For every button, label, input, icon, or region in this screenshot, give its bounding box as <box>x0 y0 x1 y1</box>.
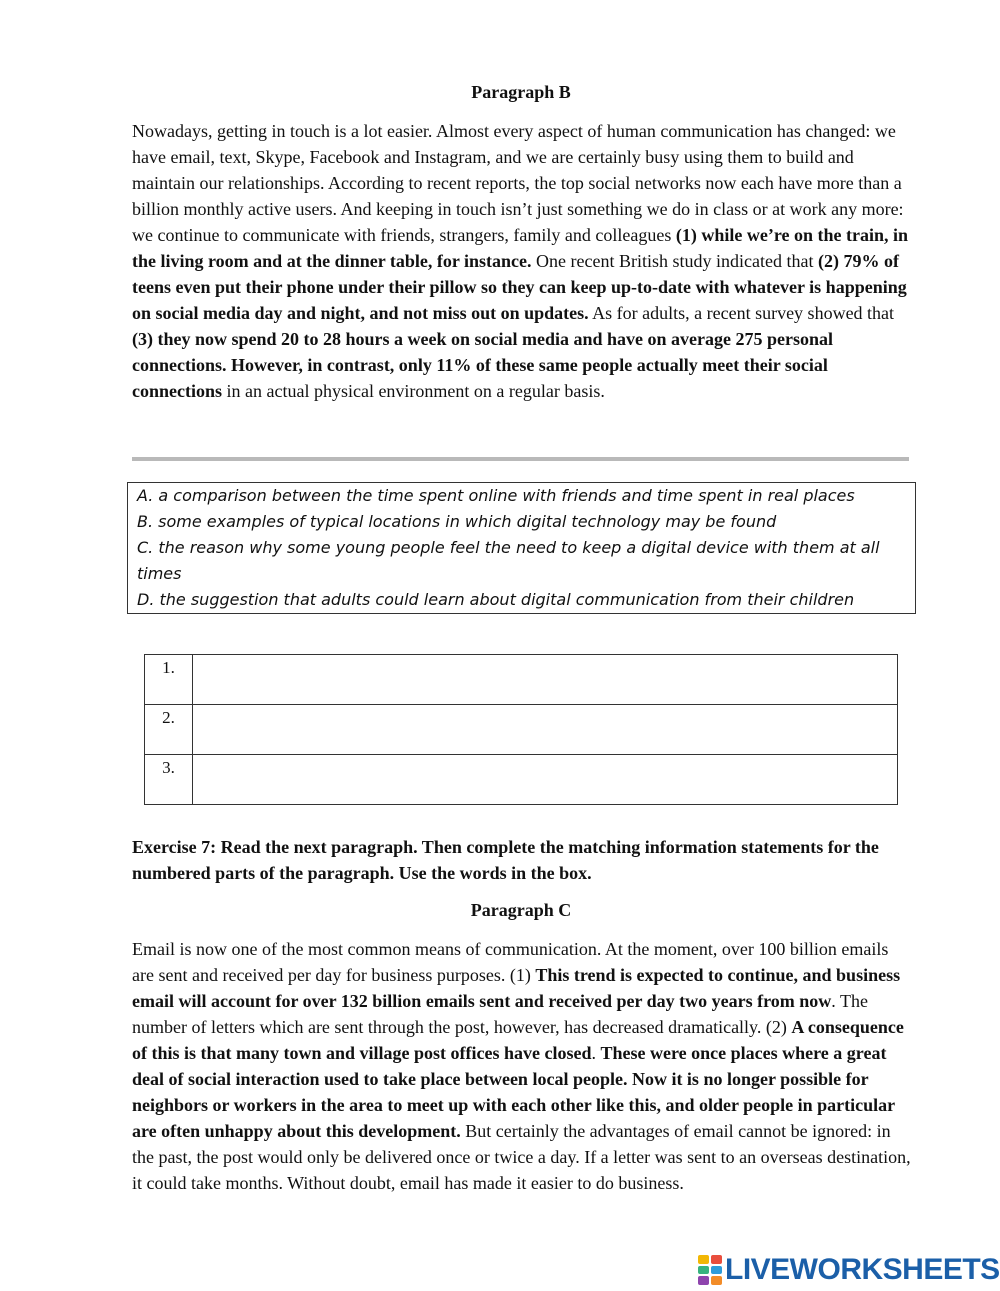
logo-square-4 <box>711 1266 722 1275</box>
paragraph-b-text <box>132 118 912 404</box>
paragraph-c-sentence-1: Email is now one of the most common means of communication. At the moment, over 100 billion emails are sent and received per day for business purposes. (1) <box>132 939 889 985</box>
exercise-7-instruction: Exercise 7: Read the next paragraph. Then complete the matching information statements for the numbered parts of the paragraph. Use the words in the box. <box>132 837 879 883</box>
paragraph-c-heading: Paragraph C <box>470 900 572 920</box>
paragraph-b-bold-2: (2) 79% of teens even put their phone under their pillow so they can keep up-to-date with whatever is happening on social media day and night, and not miss out on updates. <box>132 251 907 323</box>
paragraph-b-bold-1: (1) while we’re on the train, in the living room and at the dinner table, for instance. <box>132 225 908 271</box>
logo-mark-icon <box>698 1255 722 1285</box>
answer-field-3[interactable] <box>193 755 898 805</box>
logo-text: LIVEWORKSHEETS <box>725 1253 1000 1286</box>
options-box <box>127 482 916 614</box>
paragraph-b-sentence-1: Nowadays, getting in touch is a lot easier. Almost every aspect of human communication has changed: we have email, text, Skype, Facebook and Instagram, and we are certainly busy using them to build and maintain our relationships. According to recent reports, the top social networks now each have more than a billion monthly active users. And keeping in touch isn’t just something we do in class or at work any more: we continue to communicate with friends, strangers, family and colleagues <box>132 121 904 245</box>
logo-square-1 <box>698 1255 709 1264</box>
answer-row <box>145 705 898 755</box>
paragraph-b-sentence-3: As for adults, a recent survey showed that <box>588 303 895 323</box>
answer-table <box>144 654 898 805</box>
paragraph-c-bold-1: This trend is expected to continue, and business email will account for over 132 billion emails sent and received per day two years from now <box>132 965 901 1011</box>
paragraph-b-sentence-2: One recent British study indicated that <box>531 251 818 271</box>
answer-number: 3. <box>145 755 193 805</box>
answer-number: 2. <box>145 705 193 755</box>
answer-row <box>145 755 898 805</box>
paragraph-b-bold-3: (3) they now spend 20 to 28 hours a week on social media and have on average 275 personal connections. However, in contrast, only 11% of these same people actually meet their social connections <box>132 329 834 401</box>
logo-square-3 <box>698 1266 709 1275</box>
logo-square-6 <box>711 1276 722 1285</box>
paragraph-c-bold-2: A consequence of this is that many town and village post offices have closed <box>132 1017 904 1063</box>
answer-row <box>145 655 898 705</box>
paragraph-c-sentence-3: . <box>591 1043 601 1063</box>
option-d: D. the suggestion that adults could learn about digital communication from their children <box>137 590 855 609</box>
answer-field-2[interactable] <box>193 705 898 755</box>
paragraph-c-text <box>132 936 912 1196</box>
liveworksheets-logo <box>698 1254 1000 1286</box>
paragraph-c-sentence-4: But certainly the advantages of email cannot be ignored: in the past, the post would only be delivered once or twice a day. If a letter was sent to an overseas destination, it could take months. Without doubt, email has made it easier to do business. <box>132 1121 911 1193</box>
logo-square-5 <box>698 1276 709 1285</box>
paragraph-c-bold-3: These were once places where a great deal of social interaction used to take place between local people. Now it is no longer possible for neighbors or workers in the area to meet up with each other like this, and older people in particular are often unhappy about this development. <box>132 1043 895 1141</box>
option-b: B. some examples of typical locations in which digital technology may be found <box>137 512 777 531</box>
divider <box>132 457 909 461</box>
logo-square-2 <box>711 1255 722 1264</box>
paragraph-b-sentence-4: in an actual physical environment on a regular basis. <box>222 381 605 401</box>
paragraph-b-heading: Paragraph B <box>471 82 571 102</box>
option-c: C. the reason why some young people feel the need to keep a digital device with them at all times <box>137 538 880 583</box>
paragraph-c-sentence-2: . The number of letters which are sent through the post, however, has decreased dramatically. (2) <box>132 991 868 1037</box>
option-a: A. a comparison between the time spent online with friends and time spent in real places <box>137 486 855 505</box>
answer-field-1[interactable] <box>193 655 898 705</box>
answer-number: 1. <box>145 655 193 705</box>
